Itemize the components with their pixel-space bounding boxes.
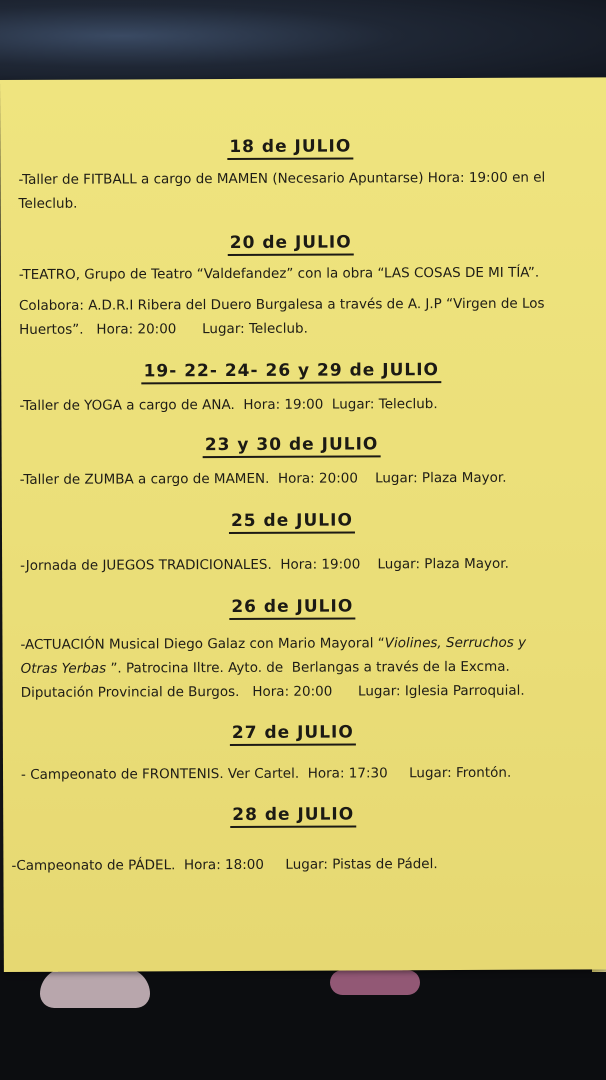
text-line: -Taller de FITBALL a cargo de MAMEN (Necesario Apuntarse) Hora: 19:00 en el [18, 169, 546, 188]
text-fragment: -ACTUACIÓN Musical Diego Galaz con Mario Mayoral “ [20, 635, 385, 653]
section-heading-23-30-julio: 23 y 30 de JULIO [2, 433, 582, 456]
section-text-yoga [19, 392, 554, 418]
text-line: Colabora: A.D.R.I Ribera del Duero Burgalesa a través de A. J.P “Virgen de Los [18, 295, 545, 314]
section-heading-yoga-dates: 19- 22- 24- 26 y 29 de JULIO [1, 359, 581, 382]
text-line: - Campeonato de FRONTENIS. Ver Cartel. Hora: 17:30 Lugar: Frontón. [20, 764, 512, 783]
text-italic-fragment: Otras Yerbas [20, 660, 107, 677]
section-heading-20-julio: 20 de JULIO [1, 231, 581, 254]
text-line: -Jornada de JUEGOS TRADICIONALES. Hora: 19:00 Lugar: Plaza Mayor. [20, 555, 509, 574]
text-line [21, 654, 581, 680]
finger-photo-detail-2 [330, 970, 420, 995]
text-line: Diputación Provincial de Burgos. Hora: 20:00 Lugar: Iglesia Parroquial. [20, 682, 525, 701]
section-heading-25-julio: 25 de JULIO [2, 509, 582, 532]
section-text-zumba [20, 466, 555, 492]
program-sheet [0, 77, 606, 972]
text-line: -Taller de YOGA a cargo de ANA. Hora: 19:00 Lugar: Teleclub. [19, 396, 438, 414]
section-heading-27-julio: 27 de JULIO [3, 721, 583, 744]
text-line: -Campeonato de PÁDEL. Hora: 18:00 Lugar: Pistas de Pádel. [11, 856, 438, 874]
text-line: -TEATRO, Grupo de Teatro “Valdefandez” con la obra “LAS COSAS DE MI TÍA”. [18, 264, 540, 283]
section-text-20-julio-colabora [19, 292, 554, 342]
text-line [20, 630, 580, 656]
text-fragment: ”. Patrocina Iltre. Ayto. de Berlangas a través de la Excma. [106, 658, 510, 677]
section-text-frontenis [21, 761, 556, 787]
text-line: -Taller de ZUMBA a cargo de MAMEN. Hora: 20:00 Lugar: Plaza Mayor. [19, 469, 507, 488]
section-text-juegos [20, 552, 555, 578]
background-top [0, 0, 606, 90]
finger-photo-detail [40, 968, 150, 1008]
text-line: Teleclub. [18, 195, 78, 212]
text-line: Huertos”. Hora: 20:00 Lugar: Teleclub. [19, 320, 308, 338]
section-text-padel [11, 852, 546, 878]
section-text-18-julio [18, 166, 553, 216]
section-heading-18-julio: 18 de JULIO [0, 135, 580, 158]
text-italic-fragment: Violines, Serruchos y [384, 634, 527, 652]
section-text-actuacion [20, 630, 580, 704]
section-heading-28-julio: 28 de JULIO [3, 803, 583, 826]
section-heading-26-julio: 26 de JULIO [2, 595, 582, 618]
section-text-20-julio [19, 261, 554, 287]
